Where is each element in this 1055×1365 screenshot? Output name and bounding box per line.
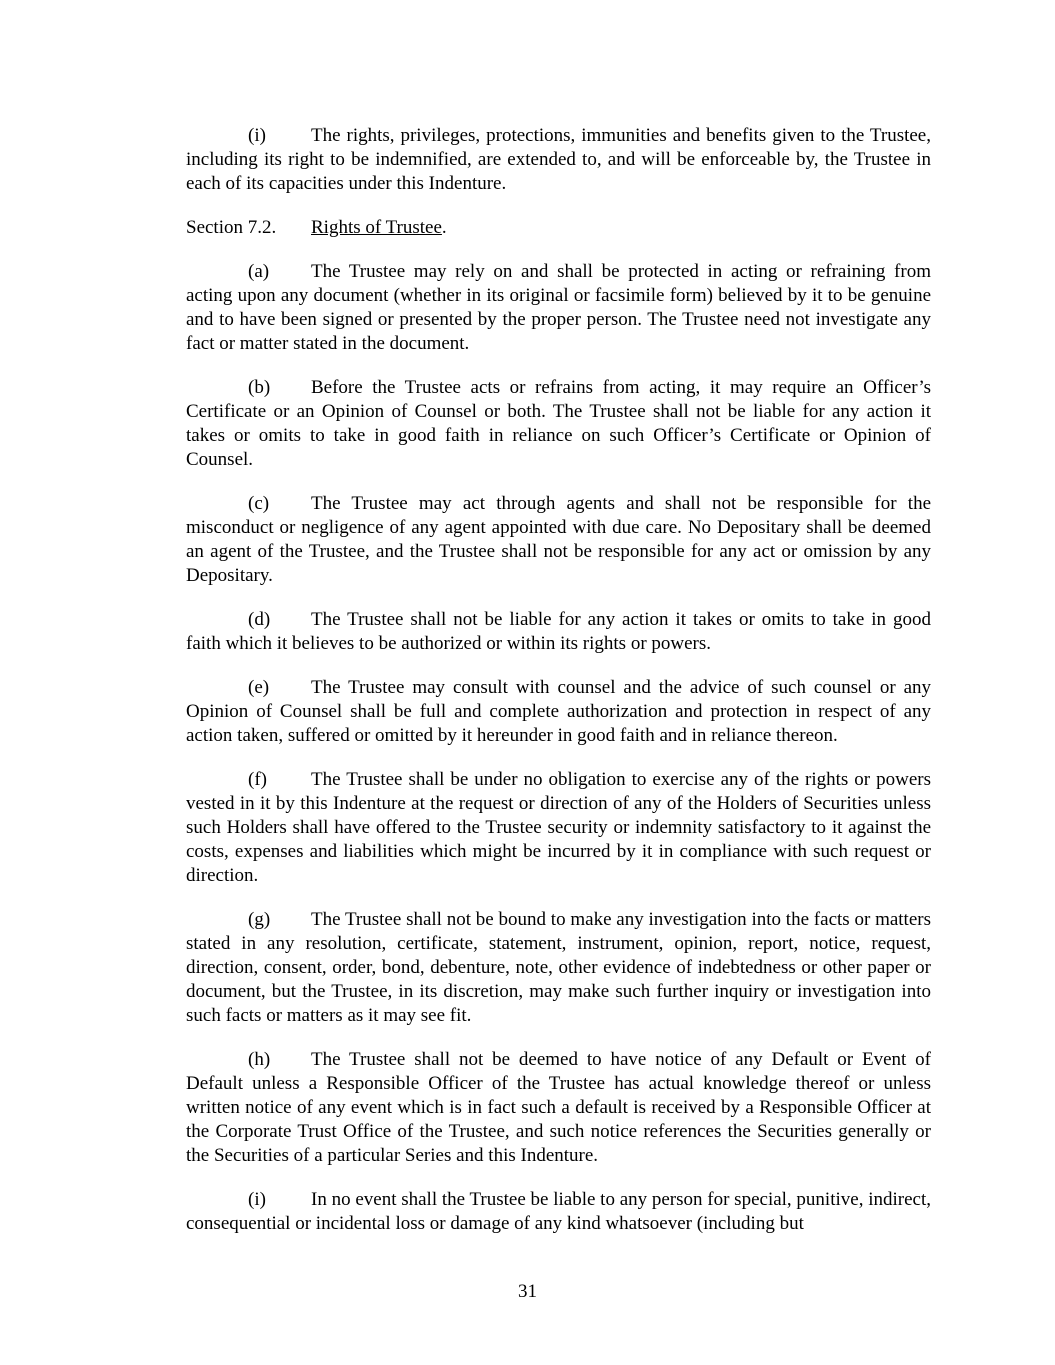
paragraph-marker: (i) [248,1189,266,1210]
paragraph-e [186,676,931,748]
paragraph-b [186,376,931,472]
paragraph-text: The Trustee may rely on and shall be protected in acting or refraining from acting upon any document (whether in its original or facsimile form) believed by it to be genuine and to have been signed or presented by the proper person. The Trustee need not investigate any fact or matter stated in the document. [186,261,931,354]
paragraph-marker: (g) [248,909,271,930]
paragraph-marker: (d) [248,609,271,630]
paragraph-marker: (f) [248,769,267,790]
document-page [186,124,931,1256]
paragraph-i [186,1188,931,1236]
paragraph-h [186,1048,931,1168]
paragraph-marker: (e) [248,677,270,698]
paragraph-marker: (i) [248,125,266,146]
section-number: Section 7.2. [186,217,277,238]
paragraph-text: The Trustee may consult with counsel and the advice of such counsel or any Opinion of Counsel shall be full and complete authorization and protection in respect of any action taken, suffered or omitted by it hereunder in good faith and in reliance thereon. [186,677,931,746]
paragraph-c [186,492,931,588]
section-heading [186,216,931,240]
paragraph-d [186,608,931,656]
paragraph-text: The Trustee shall not be deemed to have notice of any Default or Event of Default unless a Responsible Officer of the Trustee has actual knowledge thereof or unless written notice of any event which is in fact such a default is received by a Responsible Officer at the Corporate Trust Office of the Trustee, and such notice references the Securities generally or the Securities of a particular Series and this Indenture. [186,1049,931,1166]
paragraph-g [186,908,931,1028]
section-title-suffix: . [441,217,447,238]
paragraph-text: Before the Trustee acts or refrains from acting, it may require an Officer’s Certificate or an Opinion of Counsel or both. The Trustee shall not be liable for any action it takes or omits to take in good faith in reliance on such Officer’s Certificate or Opinion of Counsel. [186,377,931,470]
paragraph-marker: (b) [248,377,271,398]
paragraph-marker: (a) [248,261,270,282]
paragraph-a [186,260,931,356]
paragraph-marker: (h) [248,1049,271,1070]
section-title: Rights of Trustee [311,217,442,238]
paragraph-text: The Trustee shall be under no obligation to exercise any of the rights or powers vested in it by this Indenture at the request or direction of any of the Holders of Securities unless such Holders shall have offered to the Trustee security or indemnity satisfactory to it against the costs, expenses and liabilities which might be incurred by it in compliance with such request or direction. [186,769,931,886]
page-number: 31 [518,1281,537,1302]
paragraph-text: The Trustee shall not be bound to make any investigation into the facts or matters stated in any resolution, certificate, statement, instrument, opinion, report, notice, request, direction, consent, order, bond, debenture, note, other evidence of indebtedness or other paper or document, but the Trustee, in its discretion, may make such further inquiry or investigation into such facts or matters as it may see fit. [186,909,931,1026]
paragraph-text: The Trustee shall not be liable for any action it takes or omits to take in good faith which it believes to be authorized or within its rights or powers. [186,609,931,654]
paragraph-text: The rights, privileges, protections, immunities and benefits given to the Trustee, including its right to be indemnified, are extended to, and will be enforceable by, the Trustee in each of its capacities under this Indenture. [186,125,931,194]
paragraph-text: The Trustee may act through agents and shall not be responsible for the misconduct or negligence of any agent appointed with due care. No Depositary shall be deemed an agent of the Trustee, and the Trustee shall not be responsible for any act or omission by any Depositary. [186,493,931,586]
paragraph-text: In no event shall the Trustee be liable to any person for special, punitive, indirect, consequential or incidental loss or damage of any kind whatsoever (including but [186,1189,931,1234]
paragraph-f [186,768,931,888]
paragraph-marker: (c) [248,493,270,514]
paragraph-i-prior [186,124,931,196]
